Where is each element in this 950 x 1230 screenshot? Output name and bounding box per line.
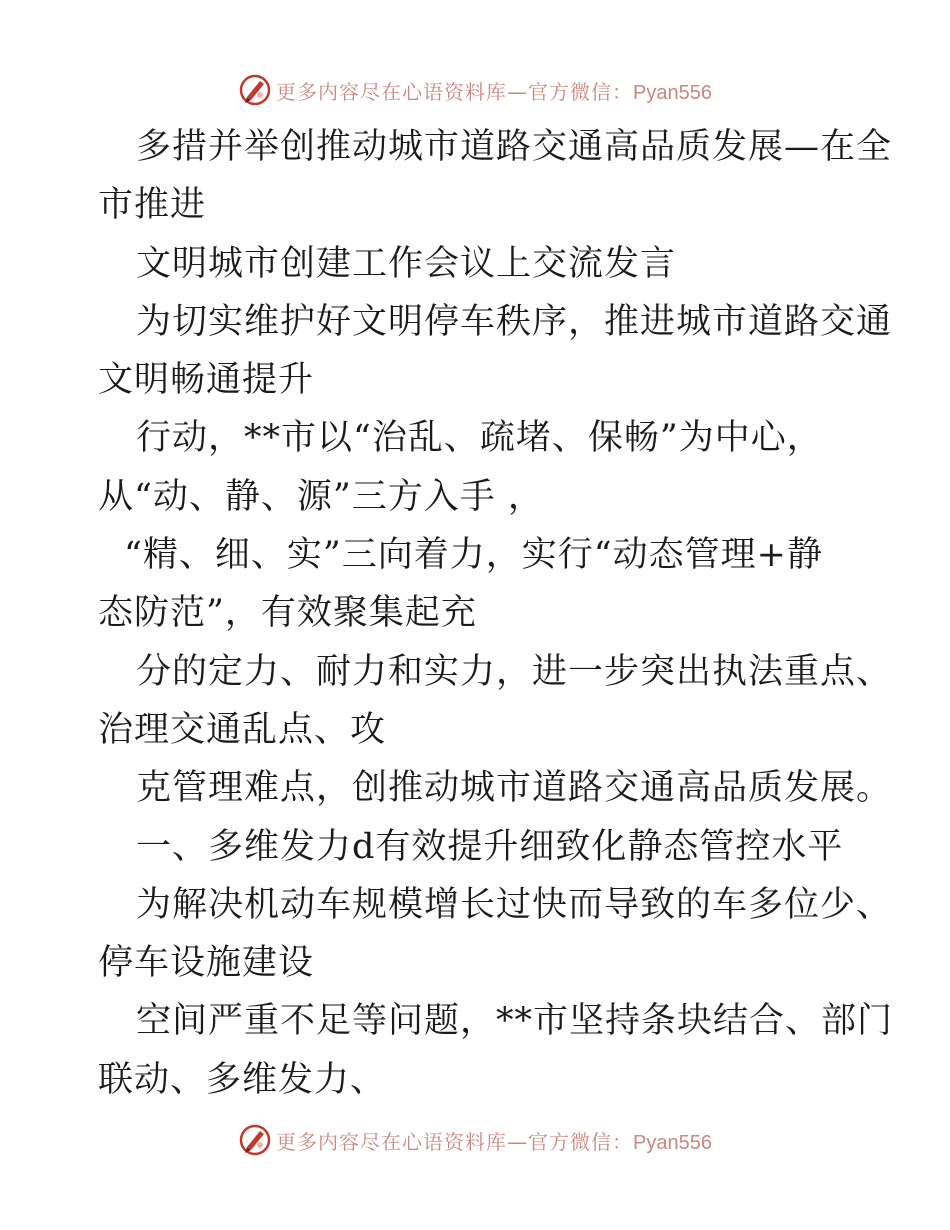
paragraph-line: 停车设施建设 bbox=[98, 943, 315, 984]
watermark-text: 更多内容尽在心语资料库—官方微信：Pyan556 bbox=[276, 1129, 712, 1154]
subtitle-line: 文明城市创建工作会议上交流发言 bbox=[136, 243, 677, 284]
title-line: 多措并举创推动城市道路交通高品质发展—在全 bbox=[136, 127, 893, 167]
logo-icon bbox=[238, 1123, 272, 1157]
section-heading: 一、多维发力d有效提升细致化静态管控水平 bbox=[136, 826, 844, 867]
watermark-text: 更多内容尽在心语资料库—官方微信：Pyan556 bbox=[276, 79, 712, 104]
paragraph-line: 从“动、静、源”三方入手 ， bbox=[98, 476, 544, 517]
paragraph-line: 态防范”，有效聚集起充 bbox=[98, 593, 477, 634]
header-watermark bbox=[0, 70, 950, 110]
paragraph-line: 行动，**市以“治乱、疏堵、保畅”为中心， bbox=[136, 418, 823, 459]
footer-watermark bbox=[0, 1120, 950, 1160]
paragraph-line: 为解决机动车规模增长过快而导致的车多位少、 bbox=[136, 884, 893, 925]
paragraph-line: 分的定力、耐力和实力，进一步突出执法重点、 bbox=[136, 651, 893, 692]
paragraph-line: 为切实维护好文明停车秩序，推进城市道路交通 bbox=[136, 301, 893, 342]
paragraph-line: 克管理难点，创推动城市道路交通高品质发展。 bbox=[136, 768, 893, 809]
paragraph-line: 空间严重不足等问题，**市坚持条块结合、部门 bbox=[136, 1001, 894, 1042]
paragraph-line: 治理交通乱点、攻 bbox=[98, 709, 387, 750]
logo-icon bbox=[238, 73, 272, 107]
paragraph-line: 文明畅通提升 bbox=[98, 360, 315, 401]
title-line: 市推进 bbox=[98, 185, 207, 226]
paragraph-line: 联动、多维发力、 bbox=[98, 1059, 387, 1100]
document-body bbox=[98, 118, 894, 1109]
paragraph-line: “精、细、实”三向着力，实行“动态管理+静 bbox=[124, 535, 824, 576]
